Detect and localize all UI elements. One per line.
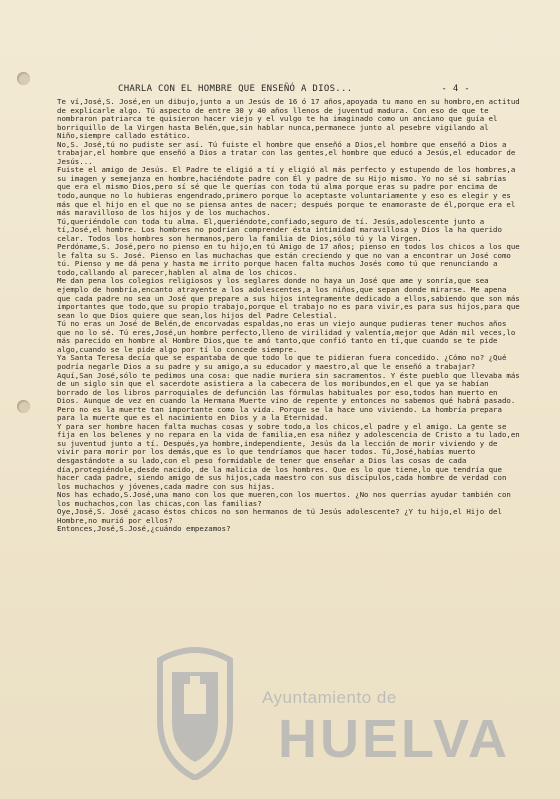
page-title: CHARLA CON EL HOMBRE QUE ENSEÑÓ A DIOS... [118, 84, 353, 94]
page-header [118, 84, 470, 94]
paragraph: Entonces,José,S.José,¿cuándo empezamos? [57, 524, 231, 534]
punch-hole [17, 400, 30, 413]
page-number: - 4 - [441, 84, 470, 94]
punch-hole [17, 72, 30, 85]
paragraph: No,S. José,tú no pudiste ser así. Tú fuiste el hombre que enseñó a Dios,el hombre que enseñó a Dios a trabajar,el hombre que enseñó a Dios a tratar con las gentes,el hombre que educó a Jesús,el educador de Jesús... [57, 139, 516, 166]
paragraph: Aquí,San José,sólo te pedimos una cosa: que nadie muriera sin sacramentos. Y éste pueblo que llevaba más de un siglo sin que el sacerdote asistiera a la cabecera de los moribundos,en el que ya se habían borrado de los libros parroquiales de defunción las fórmulas habituales por eso,todos han muerto en Dios. Aunque de vez en cuando la Hermana Muerte vino de repente y entonces no sabemos qué habrá pasado. [57, 370, 520, 406]
paragraph: Te ví,José,S. José,en un dibujo,junto a un Jesús de 16 ó 17 años,apoyada tu mano en su hombro,en actitud de explicarle algo. Tú aspecto de entre 30 y 40 años llenos de juventud madura. Con eso de que te nombraron patriarca te quisieron hacer viejo y el vulgo te ha imaginado como un anciano que guía el borriquillo de la Virgen hasta Belén,que,sin hablar nunca,permanece junto al pesebre vigilando al Niño,siempre callado estático. [57, 97, 520, 141]
paragraph: Me dan pena los colegios religiosos y los seglares donde no haya un José que ame y sonría,que sea ejemplo de hombría,encanto atrayente a los adolescentes,a los niños,que sepan donde mirarse. Me apena que cada padre no sea un José que prepare a sus hijos integramente dedicado a ellos,sabiendo que son más importantes que todo,que su propio trabajo,porque el trabajo no es para vivir,es para sus hijos,para que sean lo que Dios quiere que sean,los hijos del Padre Celestial. [57, 276, 520, 320]
paragraph: Nos has echado,S.José,una mano con los que mueren,con los muertos. ¿No nos querrías ayudar también con los muchachos,con las chicas,con las familias? [57, 490, 511, 508]
paragraph: Tú,queriéndole con toda tu alma. El,queriéndote,confiado,seguro de tí. Jesús,adolescente junto a tí,José,el hombre. Los hombres no podrían comprender ésta intimidad maravillosa y Dios la ha querido celar. Todos los hombres son hermanos,pero la familia de Dios,sólo tú y la Virgen. [57, 216, 502, 243]
archive-watermark [150, 640, 530, 790]
paragraph: Tú no eras un José de Belén,de encorvadas espaldas,no eras un viejo aunque pudieras tener muchos años que no lo sé. Tú eres,José,un hombre perfecto,lleno de virilidad y valentía,mejor que Adán mil veces,lo más parecido en hombre al Hombre Dios,que te amó tanto,que confió tanto en tí,que cuando se te pide algo,cuando se le pide algo por tí lo concede siempre. [57, 319, 516, 354]
watermark-line2: HUELVA [278, 709, 510, 769]
paragraph: Ya Santa Teresa decía que se espantaba de que todo lo que te pidieran fuera concedido. ¿Cómo no? ¿Qué podría negarle Dios a su padre y su amigo,a su educador y maestro,al que le enseñó a trabajar? [57, 353, 507, 371]
paragraph: Pero no es la muerte tan importante como la vida. Porque se la hace uno viviendo. La hombría prepara para la muerte que es el nacimiento en Dios y a la Eternidad. [57, 404, 502, 423]
paragraph: Perdóname,S. José,pero no pienso en tu hijo,en tú Amigo de 17 años; pienso en todos los chicos a los que le falta su S. José. Pienso en las muchachas que están creciendo y que no van a encontrar un José como tú. Pienso y me dá pena y hasta me irrito porque hacen falta muchos Josés como tú que renunciando a todo,callando al parecer,hablen al alma de los chicos. [57, 242, 520, 277]
paragraph: Oye,José,S. José ¿acaso éstos chicos no son hermanos de tú Jesús adolescente? ¿Y tu hijo,el Hijo del Hombre,no murió por ellos? [57, 507, 502, 525]
watermark-line1: Ayuntamiento de [262, 688, 397, 707]
paragraph: Fuiste el amigo de Jesús. El Padre te eligió a tí y eligió al más perfecto y estupendo de los hombres,a su imagen y semejanza en hombre,haciéndote padre con Él y padre de su Hijo mismo. Yo no sé si sabrías que era el mismo Dios,pero sí sé que le querías con toda tú alma porque eras su padre por encima de todo,aunque no lo hubieras engendrado,primero porque lo aceptaste voluntariamente y eso es elegir y es más que el hijo en el que no se piensa antes de nacer; después porque te enamoraste de él,porque era el más maravilloso de los hijos y de los muchachos. [57, 165, 516, 218]
coat-of-arms-icon [150, 640, 240, 780]
body-text [57, 98, 520, 534]
paragraph: Y para ser hombre hacen falta muchas cosas y sobre todo,a los chicos,el padre y el amigo. La gente se fija en los belenes y no repara en la vida de familia,en esa niñez y adolescencia de Cristo a tu lado,en su juventud junto a tí. Después,ya hombre,independiente, Jesús da la lección de morir viviendo y de vivir para morir por los demás,que es lo que tendríamos que hacer todos. Tú,José,habías muerto desgastándote a su lado,con el peso formidable de tener que enseñar a Dios las cosas de cada día,protegiéndole,desde nacido, de la malicia de los hombres. Que es lo que tiene,lo que tendría que hacer cada padre, siendo amigo de sus hijos,cada maestro con sus discípulos,cada hombre de verdad con los muchachos y jóvenes,cada madre con sus hijas. [57, 421, 520, 491]
